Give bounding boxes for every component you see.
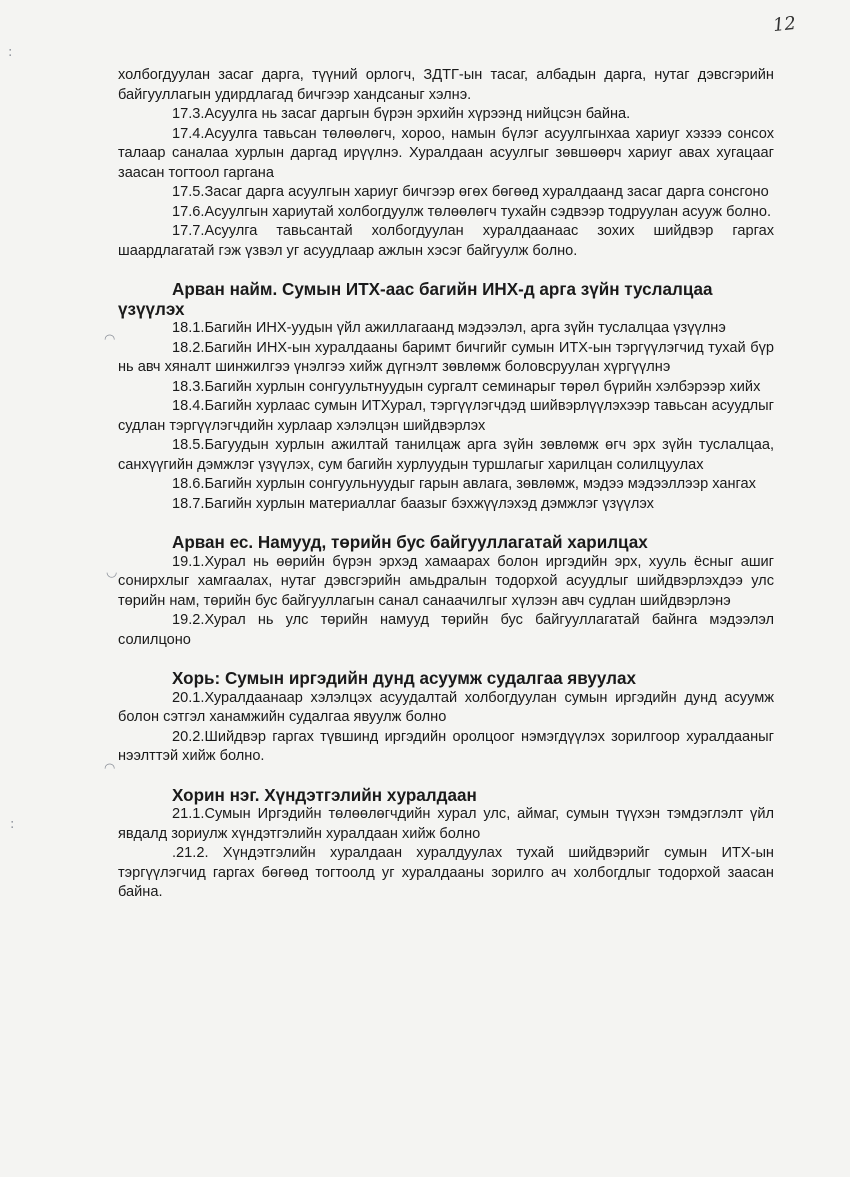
section-heading-18: Арван найм. Сумын ИТХ-аас багийн ИНХ-д арга зүйн туслалцаа үзүүлэх <box>118 280 713 319</box>
clause-18-4: 18.4.Багийн хурлаас сумын ИТХурал, тэргүүлэгчдэд шийвэрлүүлэхээр тавьсан асуудлыг судлан тэргүүлэгчдийн хурлаар хэлэлцэн шийдвэрлэх <box>118 398 774 434</box>
clause-17-4: 17.4.Асуулга тавьсан төлөөлөгч, хороо, намын бүлэг асуулгынхаа хариуг хэзээ сонсох талаар саналаа хурлын даргад ирүүлнэ. Хуралдаан асуулгыг зөвшөөрч хариуг авах хугацааг заасан тогтоол гаргана <box>118 125 774 181</box>
clause-19-1: 19.1.Хурал нь өөрийн бүрэн эрхэд хамаарах болон иргэдийн эрх, хууль ёсныг ашиг сонирхлыг хамгаалах, нутаг дэвсгэрийн амьдралын тодорхой асуудлыг шийдвэрлэхдээ улс төрийн нам, төрийн бус байгууллагын санал санаачилгыг хүлээн авч судлан шийдвэрлэнэ <box>118 553 774 609</box>
clause-17-7: 17.7.Асуулга тавьсантай холбогдуулан хуралдаанаас зохих шийдвэр гаргах шаардлагатай гэж үзвэл уг асуудлаар ажлын хэсэг байгуулж болно. <box>118 223 774 259</box>
section-heading-21: Хорин нэг. Хүндэтгэлийн хуралдаан <box>172 785 477 805</box>
clause-17-6: 17.6.Асуулгын хариутай холбогдуулж төлөөлөгч тухайн сэдвээр тодруулан асууж болно. <box>172 203 771 220</box>
scan-mark-icon: : <box>8 45 13 60</box>
page-number: 12 <box>771 12 797 37</box>
clause-21-2: .21.2. Хүндэтгэлийн хуралдаан хуралдуулах тухай шийдвэрийг сумын ИТХ-ын тэргүүлэгчид гаргах бөгөөд тогтоолд уг хуралдааны зорилго ач холбогдлыг тодорхой заасан байна. <box>118 845 774 900</box>
clause-18-7: 18.7.Багийн хурлын материаллаг баазыг бэхжүүлэхэд дэмжлэг үзүүлэх <box>172 495 654 512</box>
clause-20-1: 20.1.Хуралдаанаар хэлэлцэх асуудалтай холбогдуулан сумын иргэдийн дунд асуумж болон сэтгэл ханамжийн судалгаа явуулж болно <box>118 689 774 725</box>
clause-18-2: 18.2.Багийн ИНХ-ын хуралдааны баримт бичгийг сумын ИТХ-ын тэргүүлэгчид тухай бүр нь авч хяналт шинжилгээ үнэлгээ хийж дүгнэлт зөвлөмж боловсруулан хүргүүлнэ <box>118 339 774 375</box>
scan-mark-icon: ◡ <box>106 565 118 580</box>
clause-18-5: 18.5.Багуудын хурлын ажилтай танилцаж арга зүйн зөвлөмж өгч эрх зүйн туслалцаа, санхүүгийн дэмжлэг үзүүлэх, сум багийн хурлуудын туршлагыг харилцан солилцуулах <box>118 437 774 473</box>
scan-mark-icon: : <box>10 817 15 832</box>
clause-18-6: 18.6.Багийн хурлын сонгуульнуудыг гарын авлага, зөвлөмж, мэдээ мэдээллээр хангах <box>172 476 756 492</box>
document-body <box>118 66 774 903</box>
clause-17-3: 17.3.Асуулга нь засаг даргын бүрэн эрхийн хүрээнд нийцсэн байна. <box>172 106 631 122</box>
scan-mark-icon: ◠ <box>104 761 116 776</box>
clause-19-2: 19.2.Хурал нь улс төрийн намууд төрийн бус байгууллагатай байнга мэдээлэл солилцоно <box>118 612 774 648</box>
clause-17-5: 17.5.Засаг дарга асуулгын хариуг бичгээр өгөх бөгөөд хуралдаанд засаг дарга сонсгоно <box>172 184 769 200</box>
section-heading-20: Хорь: Сумын иргэдийн дунд асуумж судалгаа явуулах <box>172 669 636 688</box>
paragraph-intro: холбогдуулан засаг дарга, түүний орлогч, ЗДТГ-ын тасаг, албадын дарга, нутаг дэвсгэрийн байгууллагын удирдлагад бичгээр хандсаныг хэлнэ. <box>118 67 774 103</box>
section-heading-19: Арван ес. Намууд, төрийн бус байгууллагатай харилцах <box>172 533 648 552</box>
clause-20-2: 20.2.Шийдвэр гаргах түвшинд иргэдийн оролцоог нэмэгдүүлэх зорилгоор хуралдааныг нээлттэй хийж болно. <box>118 728 774 764</box>
clause-21-1: 21.1.Сумын Иргэдийн төлөөлөгчдийн хурал улс, аймаг, сумын түүхэн тэмдэглэлт үйл явдалд зориулж хүндэтгэлийн хуралдаан хийж болно <box>118 806 774 842</box>
clause-18-3: 18.3.Багийн хурлын сонгуультнуудын сургалт семинарыг төрөл бүрийн хэлбэрээр хийх <box>172 378 761 395</box>
scan-mark-icon: ◠ <box>104 332 116 347</box>
clause-18-1: 18.1.Багийн ИНХ-уудын үйл ажиллагаанд мэдээлэл, арга зүйн туслалцаа үзүүлнэ <box>172 320 726 336</box>
